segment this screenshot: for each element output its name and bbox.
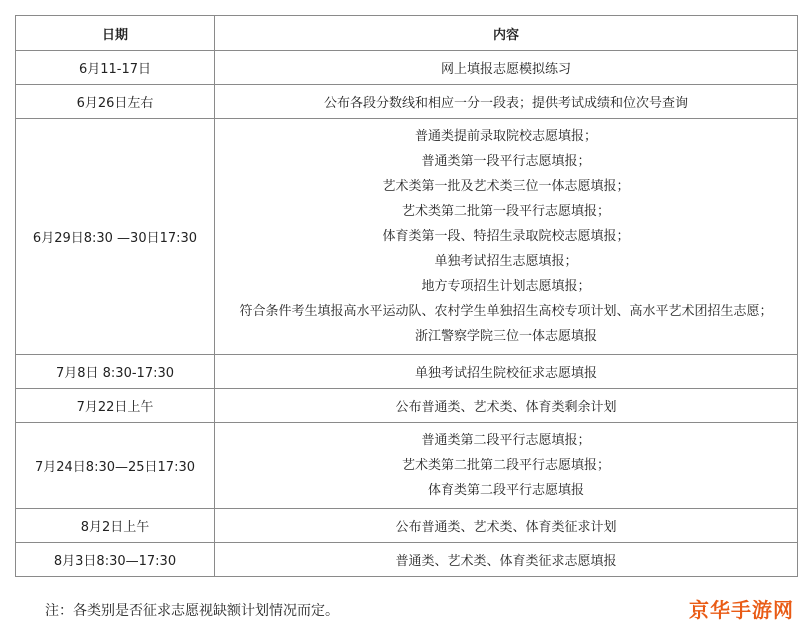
row-content bbox=[215, 423, 798, 509]
row-content: 单独考试招生院校征求志愿填报 bbox=[215, 355, 798, 389]
content-line: 普通类第二段平行志愿填报； bbox=[421, 433, 591, 448]
header-date: 日期 bbox=[16, 16, 215, 51]
row-content: 公布普通类、艺术类、体育类征求计划 bbox=[215, 509, 798, 543]
table-row bbox=[16, 423, 798, 509]
row-date: 6月26日左右 bbox=[16, 85, 215, 119]
content-line: 体育类第一段、特招生录取院校志愿填报； bbox=[382, 229, 630, 244]
row-content: 普通类、艺术类、体育类征求志愿填报 bbox=[215, 543, 798, 577]
content-line: 地方专项招生计划志愿填报； bbox=[421, 279, 591, 294]
table-row bbox=[16, 543, 798, 577]
table-row bbox=[16, 119, 798, 355]
content-line: 艺术类第一批及艺术类三位一体志愿填报； bbox=[382, 179, 630, 194]
content-line: 艺术类第二批第一段平行志愿填报； bbox=[401, 204, 610, 219]
row-content: 公布普通类、艺术类、体育类剩余计划 bbox=[215, 389, 798, 423]
row-date: 6月11-17日 bbox=[16, 51, 215, 85]
content-line: 艺术类第二批第二段平行志愿填报； bbox=[401, 458, 610, 473]
row-date: 8月3日8:30—17:30 bbox=[16, 543, 215, 577]
schedule-table bbox=[15, 15, 798, 577]
table-row bbox=[16, 85, 798, 119]
row-date: 6月29日8:30 —30日17:30 bbox=[16, 119, 215, 355]
site-watermark-logo: 京华手游网 bbox=[689, 598, 794, 622]
header-content: 内容 bbox=[215, 16, 798, 51]
row-date: 7月22日上午 bbox=[16, 389, 215, 423]
footnote: 注：各类别是否征求志愿视缺额计划情况而定。 bbox=[45, 603, 339, 619]
row-content: 公布各段分数线和相应一分一段表；提供考试成绩和位次号查询 bbox=[215, 85, 798, 119]
table-row bbox=[16, 51, 798, 85]
table-row bbox=[16, 355, 798, 389]
content-line: 浙江警察学院三位一体志愿填报 bbox=[414, 329, 597, 344]
row-date: 7月8日 8:30-17:30 bbox=[16, 355, 215, 389]
content-line: 符合条件考生填报高水平运动队、农村学生单独招生高校专项计划、高水平艺术团招生志愿； bbox=[239, 304, 773, 319]
table-header-row bbox=[16, 16, 798, 51]
content-line: 普通类提前录取院校志愿填报； bbox=[414, 129, 597, 144]
row-content: 网上填报志愿模拟练习 bbox=[215, 51, 798, 85]
table-row bbox=[16, 389, 798, 423]
row-date: 8月2日上午 bbox=[16, 509, 215, 543]
content-line: 普通类第一段平行志愿填报； bbox=[421, 154, 591, 169]
row-content bbox=[215, 119, 798, 355]
schedule-table-wrapper bbox=[15, 15, 797, 577]
content-line: 单独考试招生志愿填报； bbox=[434, 254, 578, 269]
row-date: 7月24日8:30—25日17:30 bbox=[16, 423, 215, 509]
table-row bbox=[16, 509, 798, 543]
content-line: 体育类第二段平行志愿填报 bbox=[427, 483, 584, 498]
